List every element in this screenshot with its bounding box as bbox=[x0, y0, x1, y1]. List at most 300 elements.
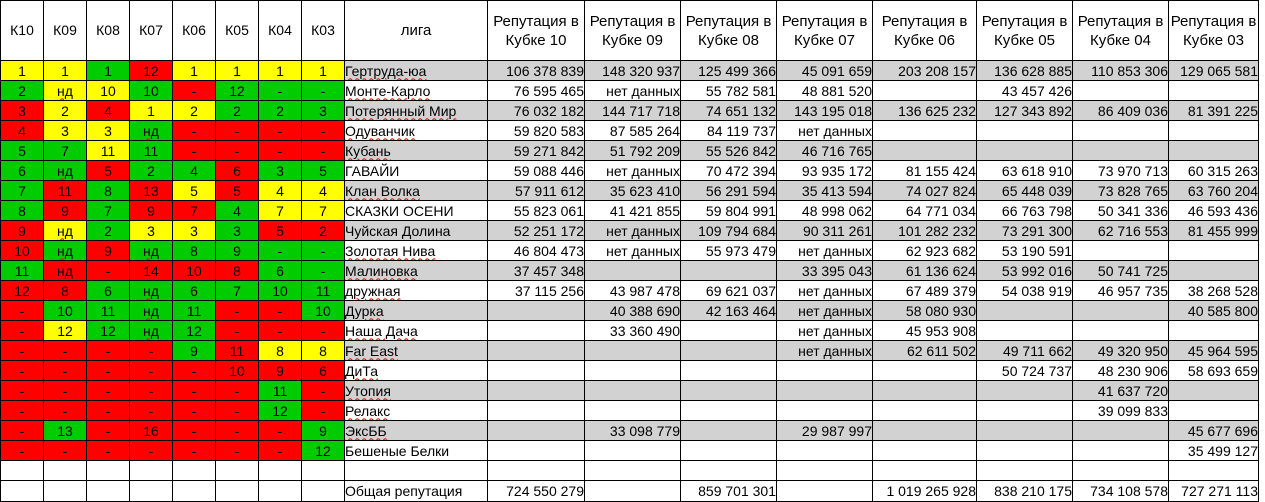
reputation-cell[interactable] bbox=[1169, 401, 1259, 421]
rank-cell[interactable] bbox=[173, 261, 216, 281]
rank-cell[interactable] bbox=[173, 181, 216, 201]
reputation-cell[interactable]: 45 953 908 bbox=[873, 321, 977, 341]
header-cup-09[interactable]: Репутация в Кубке 09 bbox=[585, 1, 681, 61]
rank-cell[interactable] bbox=[130, 401, 173, 421]
reputation-cell[interactable] bbox=[1073, 421, 1169, 441]
league-name-cell[interactable] bbox=[345, 121, 488, 141]
reputation-cell[interactable] bbox=[488, 401, 585, 421]
league-name-cell[interactable] bbox=[345, 161, 488, 181]
reputation-cell[interactable]: 81 155 424 bbox=[873, 161, 977, 181]
empty-cell[interactable] bbox=[777, 461, 873, 481]
reputation-cell[interactable]: 52 251 172 bbox=[488, 221, 585, 241]
reputation-cell[interactable]: 37 457 348 bbox=[488, 261, 585, 281]
header-cup-08[interactable]: Репутация в Кубке 08 bbox=[681, 1, 777, 61]
reputation-cell[interactable]: 43 987 478 bbox=[585, 281, 681, 301]
reputation-cell[interactable]: 81 391 225 bbox=[1169, 101, 1259, 121]
rank-cell[interactable] bbox=[302, 301, 345, 321]
rank-cell[interactable] bbox=[44, 221, 87, 241]
reputation-cell[interactable] bbox=[585, 401, 681, 421]
rank-cell[interactable] bbox=[173, 61, 216, 81]
reputation-cell[interactable] bbox=[1073, 241, 1169, 261]
rank-cell[interactable] bbox=[302, 281, 345, 301]
rank-cell[interactable] bbox=[216, 421, 259, 441]
league-name-cell[interactable] bbox=[345, 381, 488, 401]
rank-cell[interactable] bbox=[44, 181, 87, 201]
reputation-cell[interactable]: 93 935 172 bbox=[777, 161, 873, 181]
rank-cell[interactable] bbox=[259, 401, 302, 421]
empty-cell[interactable] bbox=[130, 461, 173, 481]
rank-cell[interactable] bbox=[216, 201, 259, 221]
rank-cell[interactable] bbox=[1, 141, 44, 161]
rank-cell[interactable] bbox=[44, 121, 87, 141]
reputation-cell[interactable]: 143 195 018 bbox=[777, 101, 873, 121]
rank-cell[interactable] bbox=[87, 201, 130, 221]
rank-cell[interactable] bbox=[173, 121, 216, 141]
reputation-cell[interactable]: 73 291 300 bbox=[977, 221, 1073, 241]
reputation-cell[interactable]: 42 163 464 bbox=[681, 301, 777, 321]
reputation-cell[interactable] bbox=[585, 441, 681, 461]
rank-cell[interactable] bbox=[87, 321, 130, 341]
league-name-cell[interactable] bbox=[345, 281, 488, 301]
rank-cell[interactable] bbox=[44, 381, 87, 401]
rank-cell[interactable] bbox=[259, 341, 302, 361]
rank-cell[interactable] bbox=[302, 141, 345, 161]
rank-cell[interactable] bbox=[130, 121, 173, 141]
reputation-cell[interactable] bbox=[1169, 81, 1259, 101]
rank-cell[interactable] bbox=[173, 281, 216, 301]
league-name-cell[interactable] bbox=[345, 441, 488, 461]
reputation-cell[interactable] bbox=[681, 321, 777, 341]
reputation-cell[interactable]: 136 625 232 bbox=[873, 101, 977, 121]
reputation-cell[interactable] bbox=[777, 401, 873, 421]
reputation-cell[interactable]: нет данных bbox=[777, 281, 873, 301]
league-name-cell[interactable] bbox=[345, 241, 488, 261]
reputation-cell[interactable] bbox=[1073, 81, 1169, 101]
reputation-cell[interactable]: 54 038 919 bbox=[977, 281, 1073, 301]
rank-cell[interactable] bbox=[87, 161, 130, 181]
rank-cell[interactable] bbox=[1, 341, 44, 361]
reputation-cell[interactable] bbox=[1073, 321, 1169, 341]
rank-cell[interactable] bbox=[130, 361, 173, 381]
reputation-cell[interactable] bbox=[585, 361, 681, 381]
empty-cell[interactable] bbox=[173, 461, 216, 481]
rank-cell[interactable] bbox=[87, 61, 130, 81]
reputation-cell[interactable] bbox=[873, 141, 977, 161]
rank-cell[interactable] bbox=[216, 361, 259, 381]
reputation-cell[interactable] bbox=[777, 381, 873, 401]
reputation-cell[interactable]: 45 091 659 bbox=[777, 61, 873, 81]
rank-cell[interactable] bbox=[259, 421, 302, 441]
reputation-cell[interactable] bbox=[873, 401, 977, 421]
rank-cell[interactable] bbox=[130, 81, 173, 101]
reputation-cell[interactable]: 70 472 394 bbox=[681, 161, 777, 181]
reputation-cell[interactable]: 33 098 779 bbox=[585, 421, 681, 441]
rank-cell[interactable] bbox=[87, 101, 130, 121]
reputation-cell[interactable]: 39 099 833 bbox=[1073, 401, 1169, 421]
rank-cell[interactable] bbox=[130, 241, 173, 261]
reputation-cell[interactable] bbox=[1169, 241, 1259, 261]
rank-cell[interactable] bbox=[130, 421, 173, 441]
reputation-cell[interactable]: 49 320 950 bbox=[1073, 341, 1169, 361]
reputation-cell[interactable] bbox=[1169, 321, 1259, 341]
reputation-cell[interactable]: 41 637 720 bbox=[1073, 381, 1169, 401]
reputation-cell[interactable]: 33 395 043 bbox=[777, 261, 873, 281]
league-name-cell[interactable] bbox=[345, 101, 488, 121]
rank-cell[interactable] bbox=[173, 161, 216, 181]
reputation-cell[interactable] bbox=[681, 261, 777, 281]
league-name-cell[interactable] bbox=[345, 301, 488, 321]
reputation-cell[interactable]: 106 378 839 bbox=[488, 61, 585, 81]
reputation-cell[interactable]: 37 115 256 bbox=[488, 281, 585, 301]
reputation-cell[interactable]: 148 320 937 bbox=[585, 61, 681, 81]
rank-cell[interactable] bbox=[1, 401, 44, 421]
rank-cell[interactable] bbox=[173, 141, 216, 161]
rank-cell[interactable] bbox=[216, 381, 259, 401]
rank-cell[interactable] bbox=[302, 61, 345, 81]
rank-cell[interactable] bbox=[302, 81, 345, 101]
rank-cell[interactable] bbox=[87, 361, 130, 381]
rank-cell[interactable] bbox=[216, 281, 259, 301]
reputation-cell[interactable]: 38 268 528 bbox=[1169, 281, 1259, 301]
rank-cell[interactable] bbox=[130, 441, 173, 461]
reputation-cell[interactable]: 50 724 737 bbox=[977, 361, 1073, 381]
empty-cell[interactable] bbox=[173, 481, 216, 502]
rank-cell[interactable] bbox=[1, 241, 44, 261]
empty-cell[interactable] bbox=[259, 481, 302, 502]
rank-cell[interactable] bbox=[1, 81, 44, 101]
header-k10[interactable]: К10 bbox=[1, 1, 44, 61]
rank-cell[interactable] bbox=[173, 321, 216, 341]
reputation-cell[interactable]: 76 595 465 bbox=[488, 81, 585, 101]
rank-cell[interactable] bbox=[259, 441, 302, 461]
header-cup-05[interactable]: Репутация в Кубке 05 bbox=[977, 1, 1073, 61]
rank-cell[interactable] bbox=[216, 261, 259, 281]
reputation-cell[interactable]: нет данных bbox=[585, 241, 681, 261]
reputation-cell[interactable]: 86 409 036 bbox=[1073, 101, 1169, 121]
rank-cell[interactable] bbox=[259, 261, 302, 281]
reputation-cell[interactable]: 48 998 062 bbox=[777, 201, 873, 221]
rank-cell[interactable] bbox=[44, 361, 87, 381]
total-value-cell[interactable]: 838 210 175 bbox=[977, 481, 1073, 502]
reputation-cell[interactable] bbox=[1169, 261, 1259, 281]
reputation-cell[interactable] bbox=[873, 441, 977, 461]
rank-cell[interactable] bbox=[130, 181, 173, 201]
reputation-cell[interactable]: 50 341 336 bbox=[1073, 201, 1169, 221]
league-name-cell[interactable] bbox=[345, 221, 488, 241]
header-league[interactable]: лига bbox=[345, 1, 488, 61]
empty-cell[interactable] bbox=[681, 461, 777, 481]
total-value-cell[interactable]: 724 550 279 bbox=[488, 481, 585, 502]
rank-cell[interactable] bbox=[302, 121, 345, 141]
rank-cell[interactable] bbox=[44, 341, 87, 361]
reputation-cell[interactable] bbox=[681, 441, 777, 461]
reputation-cell[interactable]: 59 271 842 bbox=[488, 141, 585, 161]
league-name-cell[interactable] bbox=[345, 61, 488, 81]
header-cup-04[interactable]: Репутация в Кубке 04 bbox=[1073, 1, 1169, 61]
rank-cell[interactable] bbox=[1, 321, 44, 341]
rank-cell[interactable] bbox=[259, 301, 302, 321]
reputation-cell[interactable] bbox=[977, 441, 1073, 461]
rank-cell[interactable] bbox=[216, 81, 259, 101]
empty-cell[interactable] bbox=[87, 461, 130, 481]
reputation-cell[interactable]: 53 992 016 bbox=[977, 261, 1073, 281]
empty-cell[interactable] bbox=[259, 461, 302, 481]
reputation-cell[interactable] bbox=[585, 261, 681, 281]
reputation-cell[interactable]: 73 970 713 bbox=[1073, 161, 1169, 181]
rank-cell[interactable] bbox=[44, 101, 87, 121]
reputation-cell[interactable]: 101 282 232 bbox=[873, 221, 977, 241]
reputation-cell[interactable]: 59 804 991 bbox=[681, 201, 777, 221]
rank-cell[interactable] bbox=[87, 281, 130, 301]
reputation-cell[interactable]: нет данных bbox=[777, 121, 873, 141]
rank-cell[interactable] bbox=[130, 201, 173, 221]
rank-cell[interactable] bbox=[302, 341, 345, 361]
reputation-cell[interactable]: 45 677 696 bbox=[1169, 421, 1259, 441]
rank-cell[interactable] bbox=[1, 301, 44, 321]
rank-cell[interactable] bbox=[44, 141, 87, 161]
rank-cell[interactable] bbox=[302, 321, 345, 341]
rank-cell[interactable] bbox=[87, 341, 130, 361]
reputation-cell[interactable]: 29 987 997 bbox=[777, 421, 873, 441]
rank-cell[interactable] bbox=[87, 221, 130, 241]
rank-cell[interactable] bbox=[302, 181, 345, 201]
reputation-cell[interactable] bbox=[488, 421, 585, 441]
rank-cell[interactable] bbox=[87, 301, 130, 321]
rank-cell[interactable] bbox=[130, 221, 173, 241]
reputation-cell[interactable]: 46 804 473 bbox=[488, 241, 585, 261]
empty-cell[interactable] bbox=[1169, 461, 1259, 481]
empty-cell[interactable] bbox=[977, 461, 1073, 481]
reputation-cell[interactable]: 57 911 612 bbox=[488, 181, 585, 201]
rank-cell[interactable] bbox=[44, 81, 87, 101]
reputation-cell[interactable] bbox=[585, 381, 681, 401]
league-name-cell[interactable] bbox=[345, 261, 488, 281]
rank-cell[interactable] bbox=[302, 201, 345, 221]
reputation-cell[interactable] bbox=[681, 421, 777, 441]
reputation-cell[interactable]: 56 291 594 bbox=[681, 181, 777, 201]
rank-cell[interactable] bbox=[87, 381, 130, 401]
reputation-cell[interactable]: 62 611 502 bbox=[873, 341, 977, 361]
rank-cell[interactable] bbox=[216, 61, 259, 81]
reputation-cell[interactable]: 58 693 659 bbox=[1169, 361, 1259, 381]
rank-cell[interactable] bbox=[1, 121, 44, 141]
reputation-cell[interactable]: 125 499 366 bbox=[681, 61, 777, 81]
rank-cell[interactable] bbox=[173, 421, 216, 441]
rank-cell[interactable] bbox=[216, 161, 259, 181]
rank-cell[interactable] bbox=[130, 141, 173, 161]
reputation-cell[interactable] bbox=[488, 301, 585, 321]
reputation-cell[interactable]: 46 593 436 bbox=[1169, 201, 1259, 221]
rank-cell[interactable] bbox=[1, 201, 44, 221]
rank-cell[interactable] bbox=[173, 401, 216, 421]
header-cup-06[interactable]: Репутация в Кубке 06 bbox=[873, 1, 977, 61]
reputation-cell[interactable]: 127 343 892 bbox=[977, 101, 1073, 121]
rank-cell[interactable] bbox=[87, 81, 130, 101]
rank-cell[interactable] bbox=[44, 161, 87, 181]
reputation-cell[interactable]: 144 717 718 bbox=[585, 101, 681, 121]
rank-cell[interactable] bbox=[87, 261, 130, 281]
rank-cell[interactable] bbox=[216, 401, 259, 421]
header-cup-03[interactable]: Репутация в Кубке 03 bbox=[1169, 1, 1259, 61]
reputation-cell[interactable] bbox=[488, 441, 585, 461]
league-name-cell[interactable] bbox=[345, 181, 488, 201]
rank-cell[interactable] bbox=[302, 261, 345, 281]
rank-cell[interactable] bbox=[302, 161, 345, 181]
reputation-cell[interactable]: 40 388 690 bbox=[585, 301, 681, 321]
reputation-cell[interactable]: нет данных bbox=[777, 301, 873, 321]
rank-cell[interactable] bbox=[259, 241, 302, 261]
rank-cell[interactable] bbox=[259, 281, 302, 301]
rank-cell[interactable] bbox=[1, 381, 44, 401]
empty-cell[interactable] bbox=[44, 461, 87, 481]
reputation-cell[interactable]: нет данных bbox=[777, 321, 873, 341]
reputation-cell[interactable]: нет данных bbox=[777, 341, 873, 361]
rank-cell[interactable] bbox=[44, 61, 87, 81]
rank-cell[interactable] bbox=[216, 221, 259, 241]
rank-cell[interactable] bbox=[87, 181, 130, 201]
rank-cell[interactable] bbox=[173, 101, 216, 121]
reputation-cell[interactable]: 45 964 595 bbox=[1169, 341, 1259, 361]
league-name-cell[interactable] bbox=[345, 141, 488, 161]
reputation-cell[interactable] bbox=[1073, 121, 1169, 141]
reputation-cell[interactable]: нет данных bbox=[777, 241, 873, 261]
rank-cell[interactable] bbox=[1, 101, 44, 121]
rank-cell[interactable] bbox=[130, 161, 173, 181]
rank-cell[interactable] bbox=[173, 381, 216, 401]
totals-label[interactable]: Общая репутация bbox=[345, 481, 488, 502]
reputation-cell[interactable]: нет данных bbox=[585, 221, 681, 241]
reputation-cell[interactable]: 64 771 034 bbox=[873, 201, 977, 221]
rank-cell[interactable] bbox=[216, 101, 259, 121]
reputation-cell[interactable] bbox=[681, 361, 777, 381]
league-name-cell[interactable] bbox=[345, 321, 488, 341]
empty-cell[interactable] bbox=[302, 461, 345, 481]
reputation-cell[interactable] bbox=[977, 401, 1073, 421]
reputation-cell[interactable]: 73 828 765 bbox=[1073, 181, 1169, 201]
reputation-cell[interactable]: 59 088 446 bbox=[488, 161, 585, 181]
rank-cell[interactable] bbox=[173, 361, 216, 381]
header-k04[interactable]: К04 bbox=[259, 1, 302, 61]
rank-cell[interactable] bbox=[87, 421, 130, 441]
reputation-cell[interactable] bbox=[1073, 141, 1169, 161]
reputation-cell[interactable] bbox=[585, 341, 681, 361]
rank-cell[interactable] bbox=[44, 441, 87, 461]
rank-cell[interactable] bbox=[173, 441, 216, 461]
reputation-cell[interactable]: 55 973 479 bbox=[681, 241, 777, 261]
rank-cell[interactable] bbox=[259, 101, 302, 121]
league-name-cell[interactable] bbox=[345, 201, 488, 221]
rank-cell[interactable] bbox=[87, 141, 130, 161]
rank-cell[interactable] bbox=[259, 81, 302, 101]
rank-cell[interactable] bbox=[87, 241, 130, 261]
rank-cell[interactable] bbox=[44, 241, 87, 261]
rank-cell[interactable] bbox=[259, 121, 302, 141]
rank-cell[interactable] bbox=[130, 301, 173, 321]
rank-cell[interactable] bbox=[259, 221, 302, 241]
reputation-cell[interactable]: 46 716 765 bbox=[777, 141, 873, 161]
reputation-cell[interactable]: нет данных bbox=[585, 81, 681, 101]
reputation-cell[interactable]: 51 792 209 bbox=[585, 141, 681, 161]
reputation-cell[interactable]: 74 651 132 bbox=[681, 101, 777, 121]
rank-cell[interactable] bbox=[302, 441, 345, 461]
rank-cell[interactable] bbox=[44, 281, 87, 301]
reputation-cell[interactable] bbox=[873, 361, 977, 381]
rank-cell[interactable] bbox=[216, 121, 259, 141]
empty-cell[interactable] bbox=[130, 481, 173, 502]
reputation-cell[interactable]: 129 065 581 bbox=[1169, 61, 1259, 81]
reputation-cell[interactable]: 81 455 999 bbox=[1169, 221, 1259, 241]
reputation-cell[interactable] bbox=[977, 381, 1073, 401]
rank-cell[interactable] bbox=[259, 161, 302, 181]
reputation-cell[interactable]: 65 448 039 bbox=[977, 181, 1073, 201]
reputation-cell[interactable]: 203 208 157 bbox=[873, 61, 977, 81]
rank-cell[interactable] bbox=[130, 101, 173, 121]
rank-cell[interactable] bbox=[259, 381, 302, 401]
rank-cell[interactable] bbox=[216, 321, 259, 341]
league-name-cell[interactable] bbox=[345, 341, 488, 361]
total-value-cell[interactable] bbox=[777, 481, 873, 502]
rank-cell[interactable] bbox=[173, 301, 216, 321]
rank-cell[interactable] bbox=[302, 401, 345, 421]
empty-cell[interactable] bbox=[488, 461, 585, 481]
empty-cell[interactable] bbox=[1073, 461, 1169, 481]
rank-cell[interactable] bbox=[44, 201, 87, 221]
rank-cell[interactable] bbox=[173, 81, 216, 101]
rank-cell[interactable] bbox=[44, 301, 87, 321]
rank-cell[interactable] bbox=[302, 101, 345, 121]
reputation-cell[interactable]: 62 716 553 bbox=[1073, 221, 1169, 241]
reputation-cell[interactable]: 43 457 426 bbox=[977, 81, 1073, 101]
reputation-cell[interactable]: 76 032 182 bbox=[488, 101, 585, 121]
reputation-cell[interactable] bbox=[873, 421, 977, 441]
rank-cell[interactable] bbox=[1, 221, 44, 241]
reputation-cell[interactable] bbox=[1169, 141, 1259, 161]
total-value-cell[interactable]: 727 271 113 bbox=[1169, 481, 1259, 502]
reputation-cell[interactable]: 41 421 855 bbox=[585, 201, 681, 221]
reputation-cell[interactable]: 49 711 662 bbox=[977, 341, 1073, 361]
total-value-cell[interactable]: 734 108 578 bbox=[1073, 481, 1169, 502]
empty-cell[interactable] bbox=[585, 461, 681, 481]
reputation-cell[interactable]: 136 628 885 bbox=[977, 61, 1073, 81]
rank-cell[interactable] bbox=[1, 361, 44, 381]
header-k05[interactable]: К05 bbox=[216, 1, 259, 61]
empty-cell[interactable] bbox=[216, 481, 259, 502]
rank-cell[interactable] bbox=[1, 161, 44, 181]
empty-cell[interactable] bbox=[216, 461, 259, 481]
rank-cell[interactable] bbox=[130, 261, 173, 281]
empty-cell[interactable] bbox=[302, 481, 345, 502]
rank-cell[interactable] bbox=[216, 441, 259, 461]
reputation-cell[interactable]: 40 585 800 bbox=[1169, 301, 1259, 321]
reputation-cell[interactable]: 90 311 261 bbox=[777, 221, 873, 241]
rank-cell[interactable] bbox=[173, 201, 216, 221]
rank-cell[interactable] bbox=[259, 181, 302, 201]
header-k09[interactable]: К09 bbox=[44, 1, 87, 61]
total-value-cell[interactable] bbox=[585, 481, 681, 502]
reputation-cell[interactable] bbox=[488, 341, 585, 361]
empty-cell[interactable] bbox=[345, 461, 488, 481]
reputation-cell[interactable] bbox=[977, 141, 1073, 161]
rank-cell[interactable] bbox=[302, 381, 345, 401]
header-k06[interactable]: К06 bbox=[173, 1, 216, 61]
reputation-cell[interactable]: 35 623 410 bbox=[585, 181, 681, 201]
rank-cell[interactable] bbox=[1, 421, 44, 441]
reputation-cell[interactable] bbox=[488, 361, 585, 381]
reputation-cell[interactable] bbox=[977, 321, 1073, 341]
reputation-cell[interactable] bbox=[777, 361, 873, 381]
rank-cell[interactable] bbox=[259, 201, 302, 221]
reputation-cell[interactable] bbox=[1169, 121, 1259, 141]
